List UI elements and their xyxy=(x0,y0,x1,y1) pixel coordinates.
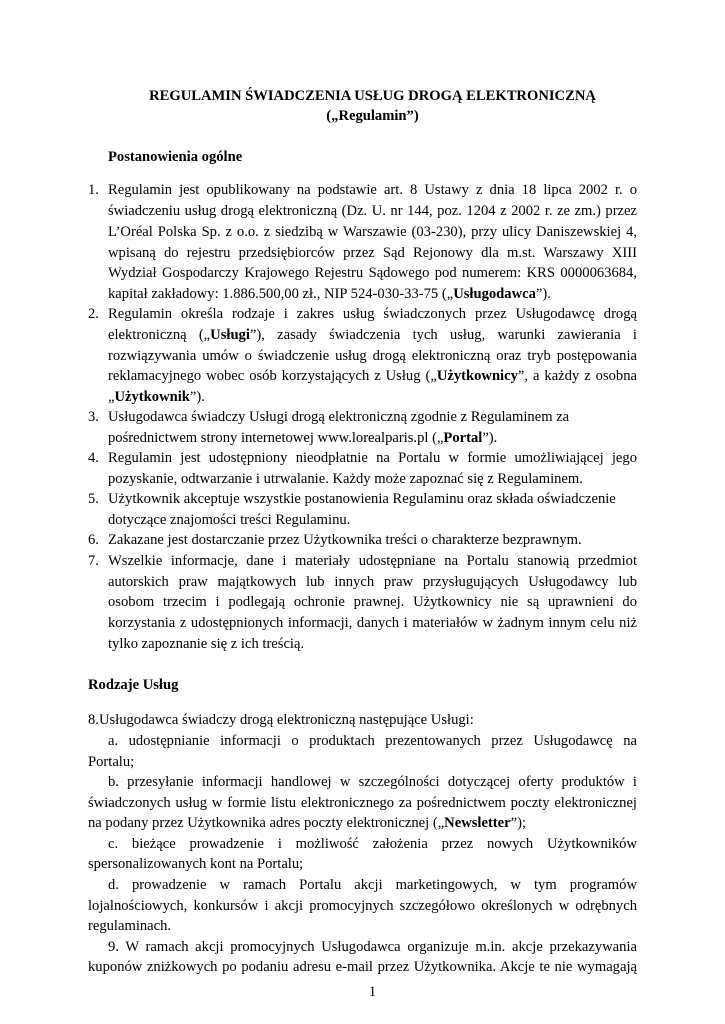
item-7-line-2: autorskich praw majątkowych lub innych praw przysługujących Usługodawcy lub xyxy=(108,574,637,590)
service-b-line-2: świadczonych usług w formie listu elektronicznego za pośrednictwem poczty elektronicznej xyxy=(88,795,637,811)
paragraph-9-line-1: 9. W ramach akcji promocyjnych Usługodawca organizuje m.in. akcje przekazywania xyxy=(108,939,637,955)
item-7-line-3: osobom trzecim i podlegają ochronie prawnej. Użytkownicy nie są uprawnieni do xyxy=(108,594,637,610)
section-heading-services: Rodzaje Usług xyxy=(88,677,179,693)
item-1-line-6: kapitał zakładowy: 1.886.500,00 zł., NIP 524-030-33-75 („Usługodawca”). xyxy=(108,286,551,302)
item-7-line-1: Wszelkie informacje, dane i materiały udostępniane na Portalu stanowią przedmiot xyxy=(108,553,637,569)
item-5-line-2: dotyczące znajomości treści Regulaminu. xyxy=(108,512,351,528)
item-1-line-3: L’Oréal Polska Sp. z o.o. z siedzibą w Warszawie (03-230), przy ulicy Daniszewskiej 4, xyxy=(108,224,637,240)
item-1-line-4: wpisaną do rejestru przedsiębiorców przez Sąd Rejonowy dla m.st. Warszawy XIII xyxy=(108,245,637,261)
item-2-line-3: rozwiązywania umów o świadczenie usług drogą elektroniczną oraz tryb postępowania xyxy=(108,348,637,364)
paragraph-8-intro: 8.Usługodawca świadczy drogą elektroniczną następujące Usługi: xyxy=(88,712,474,728)
item-3-line-2: pośrednictwem strony internetowej www.lorealparis.pl („Portal”). xyxy=(108,430,498,446)
service-d-line-2: lojalnościowych, konkursów i akcji promocyjnych szczegółowo określonych w odrębnych xyxy=(88,898,637,914)
item-3-line-1: Usługodawca świadczy Usługi drogą elektroniczną zgodnie z Regulaminem za xyxy=(108,409,570,425)
document-subtitle: („Regulamin”) xyxy=(326,108,419,124)
item-number: 7. xyxy=(88,553,99,569)
item-2-line-5: „Użytkownik”). xyxy=(108,389,205,405)
service-d-line-1: d. prowadzenie w ramach Portalu akcji marketingowych, w tym programów xyxy=(108,877,637,893)
service-a-line-2: Portalu; xyxy=(88,754,135,770)
item-1-line-5: Wydział Gospodarczy Krajowego Rejestru Sądowego pod numerem: KRS 0000063684, xyxy=(108,265,637,281)
item-2-line-2: elektroniczną („Usługi”), zasady świadczenia tych usług, warunki zawierania i xyxy=(108,327,637,343)
page-number: 1 xyxy=(368,984,377,1000)
paragraph-9-line-2: kuponów zniżkowych po podaniu adresu e-mail przez Użytkownika. Akcje te nie wymagają xyxy=(88,959,637,975)
service-d-line-3: regulaminach. xyxy=(88,918,172,934)
document-title: REGULAMIN ŚWIADCZENIA USŁUG DROGĄ ELEKTRONICZNĄ xyxy=(149,88,596,104)
section-heading-general: Postanowienia ogólne xyxy=(108,149,243,165)
item-4-line-1: Regulamin jest udostępniony nieodpłatnie na Portalu w formie umożliwiającej jego xyxy=(108,450,637,466)
item-7-line-5: tylko zapoznanie się z ich treścią. xyxy=(108,636,305,652)
service-c-line-1: c. bieżące prowadzenie i możliwość założenia przez nowych Użytkowników xyxy=(108,836,637,852)
item-2-line-4: reklamacyjnego wobec osób korzystających z Usług („Użytkownicy”, a każdy z osobna xyxy=(108,368,637,384)
item-4-line-2: pozyskanie, odtwarzanie i utrwalanie. Każdy może zapoznać się z Regulaminem. xyxy=(108,471,583,487)
service-b-line-1: b. przesyłanie informacji handlowej w szczególności dotyczącej oferty produktów i xyxy=(108,774,637,790)
item-6-line-1: Zakazane jest dostarczanie przez Użytkownika treści o charakterze bezprawnym. xyxy=(108,532,582,548)
item-2-line-1: Regulamin określa rodzaje i zakres usług świadczonych przez Usługodawcę drogą xyxy=(108,306,637,322)
item-5-line-1: Użytkownik akceptuje wszystkie postanowienia Regulaminu oraz składa oświadczenie xyxy=(108,491,616,507)
item-1-line-2: świadczeniu usług drogą elektroniczną (Dz. U. nr 144, poz. 1204 z 2002 r. ze zm.) przez xyxy=(108,203,637,219)
item-number: 6. xyxy=(88,532,99,548)
item-number: 3. xyxy=(88,409,99,425)
item-number: 4. xyxy=(88,450,99,466)
service-a-line-1: a. udostępnianie informacji o produktach prezentowanych przez Usługodawcę na xyxy=(108,733,637,749)
service-c-line-2: spersonalizowanych kont na Portalu; xyxy=(88,856,304,872)
item-7-line-4: korzystania z udostępnionych informacji, danych i materiałów w żadnym innym celu niż xyxy=(108,615,637,631)
item-number: 2. xyxy=(88,306,99,322)
service-b-line-3: na podany przez Użytkownika adres poczty elektronicznej („Newsletter”); xyxy=(88,815,527,831)
item-number: 5. xyxy=(88,491,99,507)
item-number: 1. xyxy=(88,182,99,198)
item-1-line-1: Regulamin jest opublikowany na podstawie art. 8 Ustawy z dnia 18 lipca 2002 r. o xyxy=(108,182,637,198)
